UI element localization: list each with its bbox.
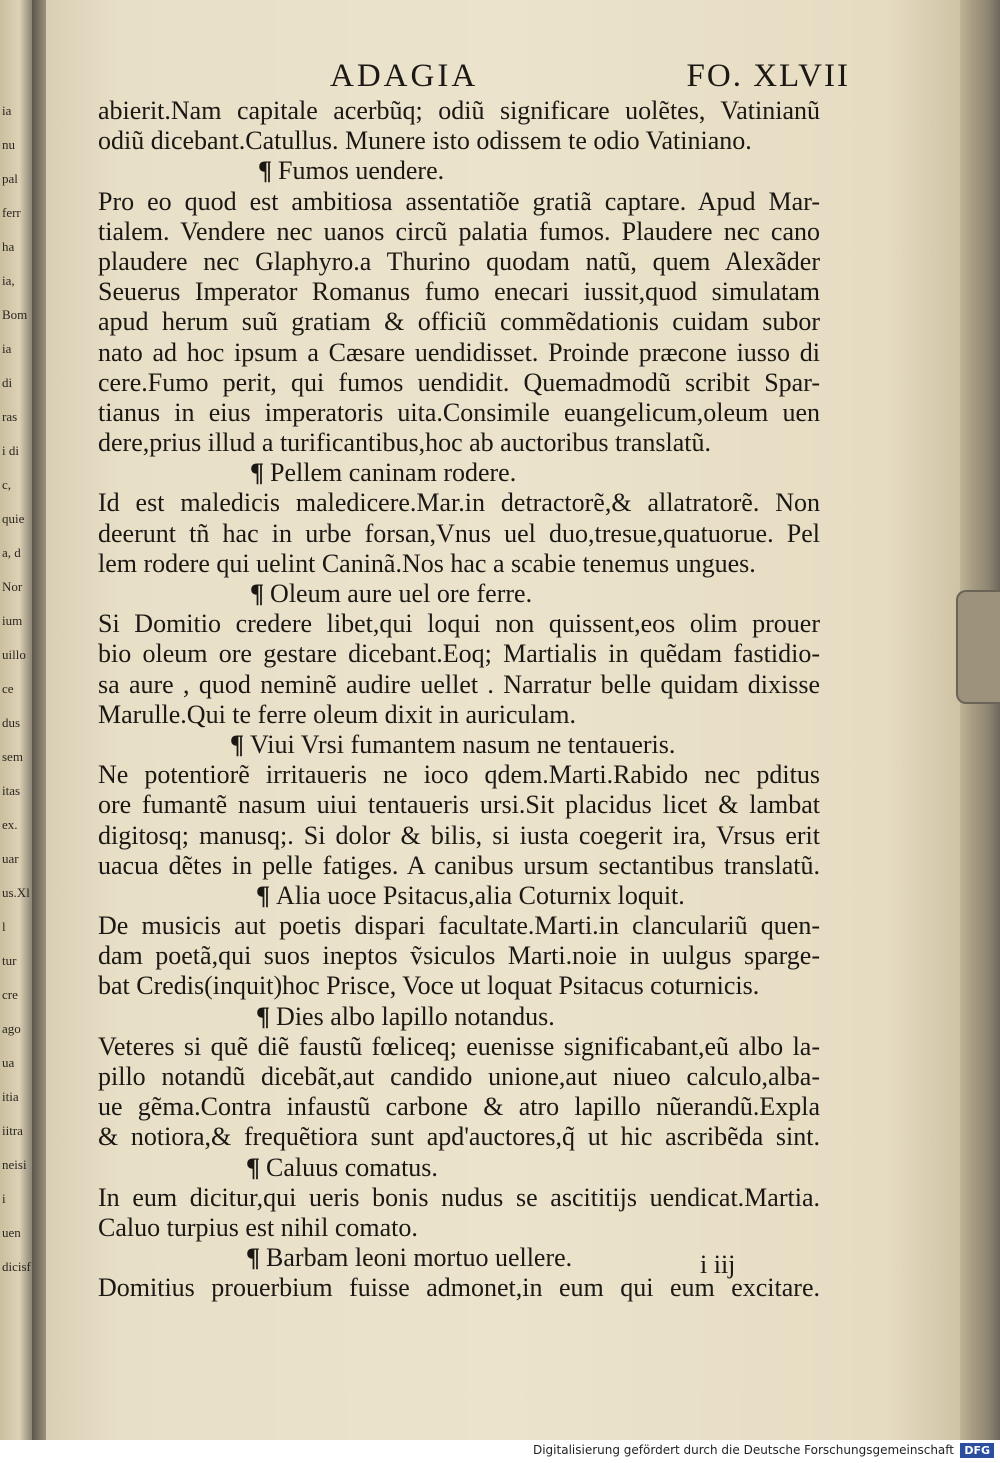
text-line: Ne potentiorẽ irritaueris ne ioco qdem.Marti.Rabido nec pditus [98, 760, 820, 790]
text-line: Seuerus Imperator Romanus fumo enecari iussit,quod simulatam [98, 277, 820, 307]
text-line: ore fumantẽ nasum uiui tentaueris ursi.Sit placidus licet & lambat [98, 790, 820, 820]
facing-page-fragment: uar [2, 851, 19, 866]
signature-mark: i iij [700, 1250, 736, 1279]
text-line: plaudere nec Glaphyro.a Thurino quodam natũ, quem Alexãder [98, 246, 820, 276]
facing-page-fragment: ua [2, 1055, 15, 1070]
text-line: ue gẽma.Contra infaustũ carbone & atro lapillo nũerandũ.Expla [98, 1092, 820, 1122]
facing-page-fragment: pal [2, 171, 18, 186]
pilcrow-icon: ¶ [256, 1001, 271, 1031]
pilcrow-icon: ¶ [256, 880, 271, 910]
facing-page-fragment: ia, [2, 273, 15, 288]
facing-page-fragment: l [2, 919, 6, 934]
text-line: sa aure , quod neminẽ audire uellet . Narratur belle quidam dixisse [98, 669, 820, 699]
facing-page-fragment: us.Xl [2, 885, 30, 900]
adage-heading: ¶ Fumos uendere. [258, 156, 445, 186]
facing-page-fragment: nu [2, 137, 15, 152]
facing-page-fragment: ras [2, 409, 18, 424]
text-line: bio oleum ore gestare dicebant.Eoq; Martialis in quẽdam fastidio- [98, 639, 820, 669]
facing-page-fragment: sem [2, 749, 23, 764]
page-edges [960, 0, 1000, 1440]
facing-page-fragment: ia [2, 103, 12, 118]
text-line: abierit.Nam capitale acerbũq; odiũ significare uolẽtes, Vatinianũ [98, 96, 820, 125]
text-line: nato ad hoc ipsum a Cæsare uendidisset. Proinde præcone iusso di [98, 337, 820, 367]
facing-page-fragment: i di [2, 443, 19, 458]
facing-page-fragment: uillo [2, 647, 26, 662]
facing-page-fragment: ha [2, 239, 15, 254]
text-line: Id est maledicis maledicere.Mar.in detractorẽ,& allatratorẽ. Non [98, 488, 820, 518]
text-line: pillo notandũ dicebãt,aut candido unione,aut niueo calculo,alba- [98, 1062, 820, 1091]
facing-page-fragment: ce [2, 681, 14, 696]
facing-page-fragment: itas [2, 783, 21, 798]
pilcrow-icon: ¶ [250, 579, 265, 608]
text-block [98, 96, 820, 1304]
footer-bar [0, 1440, 1000, 1463]
text-line: apud herum suũ gratiam & officiũ commẽdationis cuidam subor [98, 307, 820, 337]
text-line: cere.Fumo perit, qui fumos uendidit. Quemadmodũ scribit Spar- [98, 367, 820, 397]
text-line: & notiora,& frequẽtiora sunt apd'auctores,q̃ ut hic ascribẽda sint. [98, 1122, 820, 1152]
facing-page-fragment: dicisf [2, 1259, 31, 1274]
text-line: In eum dicitur,qui ueris bonis nudus se ascititijs uendicat.Martia. [98, 1182, 820, 1212]
adage-heading: ¶ Alia uoce Psitacus,alia Coturnix loquit. [256, 880, 685, 910]
text-line: dam poetã,qui suos ineptos ṽsiculos Marti.noie in uulgus sparge- [98, 941, 820, 971]
text-line: odiũ dicebant.Catullus. Munere isto odissem te odio Vatiniano. [98, 126, 752, 156]
facing-page-fragment: ex. [2, 817, 18, 832]
facing-page-fragment: a, d [2, 545, 21, 560]
facing-page-fragment: i [2, 1191, 6, 1206]
facing-page-fragment: Bom [2, 307, 28, 322]
text-line: tianus in eius imperatoris uita.Consimile euangelicum,oleum uen [98, 397, 820, 427]
facing-page-fragment: iitra [2, 1123, 23, 1138]
text-line: Caluo turpius est nihil comato. [98, 1212, 418, 1242]
folio-number: FO. XLVII [686, 58, 850, 94]
text-line: Si Domitio credere libet,qui loqui non quissent,eos olim prouer [98, 609, 820, 639]
text-line: Veteres si quẽ diẽ faustũ fœliceq; euenisse significabant,eũ albo la- [98, 1031, 820, 1061]
facing-page-fragment: di [2, 375, 13, 390]
adage-heading: ¶ Dies albo lapillo notandus. [256, 1001, 555, 1031]
facing-page-fragment: ferr [2, 205, 21, 220]
text-line: Pro eo quod est ambitiosa assentatiõe gratiã captare. Apud Mar- [98, 186, 820, 216]
text-line: tialem. Vendere nec uanos circũ palatia fumos. Plaudere nec cano [98, 216, 820, 246]
pilcrow-icon: ¶ [258, 156, 273, 186]
text-line: lem rodere qui uelint Caninã.Nos hac a scabie tenemus ungues. [98, 548, 756, 578]
text-line: De musicis aut poetis dispari facultate.Marti.in clanculariũ quen- [98, 911, 820, 941]
text-line: dere,prius illud a turificantibus,hoc ab auctoribus translatũ. [98, 428, 711, 458]
facing-page-fragment: ium [2, 613, 23, 628]
adage-heading: ¶ Caluus comatus. [246, 1152, 438, 1182]
facing-page-fragment: quie [2, 511, 25, 526]
facing-page-fragment: dus [2, 715, 21, 730]
text-line: deerunt tñ hac in urbe forsan,Vnus uel duo,tresue,quatuorue. Pel [98, 518, 820, 548]
text-line: bat Credis(inquit)hoc Prisce, Voce ut loquat Psitacus coturnicis. [98, 971, 760, 1001]
pilcrow-icon: ¶ [246, 1152, 261, 1182]
adage-heading: ¶ Viui Vrsi fumantem nasum ne tentaueris. [230, 729, 676, 759]
facing-page-fragment: ago [2, 1021, 21, 1036]
facing-page-fragment: neisi [2, 1157, 27, 1172]
page-header [290, 58, 850, 98]
text-line: digitosq; manusq;. Si dolor & bilis, si iusta coegerit ira, Vrsus erit [98, 820, 820, 850]
facing-page-fragment: c, [2, 477, 12, 492]
book-gutter [32, 0, 46, 1440]
adage-heading: ¶ Oleum aure uel ore ferre. [250, 579, 533, 608]
text-line: Domitius prouerbium fuisse admonet,in eum qui eum excitare. [98, 1273, 820, 1303]
facing-page-edge [0, 0, 32, 1440]
facing-page-fragment: tur [2, 953, 17, 968]
pilcrow-icon: ¶ [246, 1243, 261, 1273]
running-title: ADAGIA [330, 58, 479, 94]
adage-heading: ¶ Barbam leoni mortuo uellere. [246, 1243, 573, 1273]
facing-page-fragment: cre [2, 987, 18, 1002]
facing-page-fragment: Nor [2, 579, 23, 594]
text-line: Marulle.Qui te ferre oleum dixit in auriculam. [98, 699, 576, 729]
adage-heading: ¶ Pellem caninam rodere. [250, 458, 517, 488]
funding-credit: Digitalisierung gefördert durch die Deutsche Forschungsgemeinschaft [532, 1443, 954, 1457]
facing-page-fragment: ia [2, 341, 12, 356]
text-line: uacua dẽtes in pelle fatiges. A canibus ursum sectantibus translatũ. [98, 850, 820, 880]
facing-page-fragment: uen [2, 1225, 21, 1240]
pilcrow-icon: ¶ [250, 458, 265, 488]
pilcrow-icon: ¶ [230, 729, 245, 759]
dfg-logo: DFG [960, 1443, 994, 1458]
book-clasp [956, 590, 1000, 704]
facing-page-fragment: itia [2, 1089, 19, 1104]
